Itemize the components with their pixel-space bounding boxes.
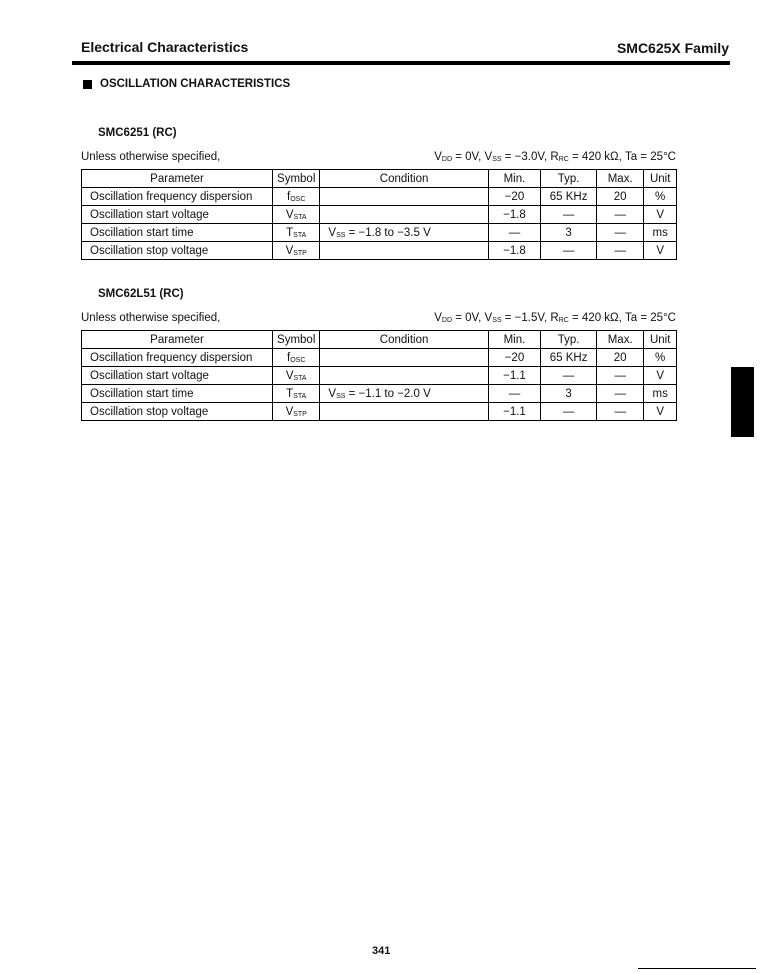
table-row: Oscillation stop voltage $V_{STP}$ −1.8 — — V <box>82 242 677 260</box>
col-parameter: Parameter <box>82 331 273 349</box>
table-row: Oscillation start time $T_{STA}$ $V_{SS} = -1.8$ to −3.5 V — 3 — ms <box>82 224 677 242</box>
col-condition: Condition <box>320 331 488 349</box>
col-typ: Typ. <box>541 170 597 188</box>
section-edge-tab <box>731 367 754 437</box>
header-rule <box>72 61 730 65</box>
conditions-note-2: Unless otherwise specified, <box>81 312 221 324</box>
table-row: Oscillation stop voltage $V_{STP}$ −1.1 — — V <box>82 403 677 421</box>
device-title-2: SMC62L51 (RC) <box>98 288 184 300</box>
section-title: OSCILLATION CHARACTERISTICS <box>100 78 291 90</box>
col-min: Min. <box>488 170 540 188</box>
col-max: Max. <box>597 331 644 349</box>
device-title-1: SMC6251 (RC) <box>98 127 177 139</box>
col-symbol: Symbol <box>273 170 320 188</box>
col-symbol: Symbol <box>273 331 320 349</box>
col-condition: Condition <box>320 170 488 188</box>
conditions-note-1: Unless otherwise specified, <box>81 151 221 163</box>
col-max: Max. <box>597 170 644 188</box>
col-parameter: Parameter <box>82 170 273 188</box>
section-heading <box>83 78 290 90</box>
table-row: Oscillation start voltage $V_{STA}$ −1.1 — — V <box>82 367 677 385</box>
conditions-values-1: $V_{DD} = 0V$, $V_{SS} = -3.0V$, $R_{RC} = 420$ kΩ, Ta = 25°C <box>434 151 676 163</box>
col-typ: Typ. <box>541 331 597 349</box>
page-header-family: SMC625X Family <box>616 40 729 56</box>
oscillation-table-1 <box>81 169 677 260</box>
table-header-row <box>82 170 677 188</box>
bullet-square-icon <box>83 80 92 89</box>
page-header-title: Electrical Characteristics <box>81 39 249 55</box>
table-row: Oscillation frequency dispersion $f_{OSC}$ −20 65 KHz 20 % <box>82 349 677 367</box>
page-number: 341 <box>372 945 391 957</box>
col-min: Min. <box>488 331 540 349</box>
table-row: Oscillation start voltage $V_{STA}$ −1.8 — — V <box>82 206 677 224</box>
col-unit: Unit <box>644 170 677 188</box>
footer-rule <box>638 968 756 969</box>
table-row: Oscillation start time $T_{STA}$ $V_{SS} = -1.1$ to −2.0 V — 3 — ms <box>82 385 677 403</box>
oscillation-table-2 <box>81 330 677 421</box>
table-header-row <box>82 331 677 349</box>
table-row: Oscillation frequency dispersion $f_{OSC}$ −20 65 KHz 20 % <box>82 188 677 206</box>
col-unit: Unit <box>644 331 677 349</box>
conditions-values-2: $V_{DD} = 0V$, $V_{SS} = -1.5V$, $R_{RC} = 420$ kΩ, Ta = 25°C <box>434 312 676 324</box>
